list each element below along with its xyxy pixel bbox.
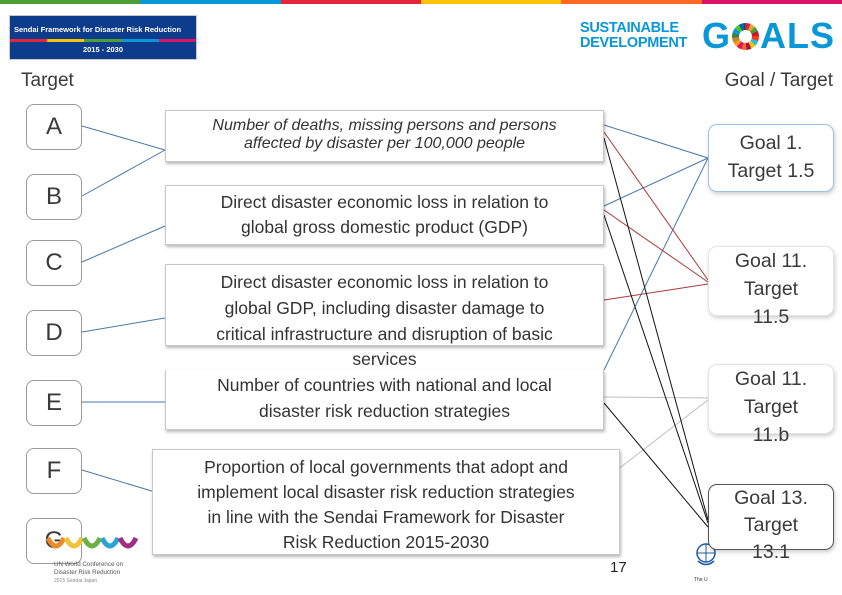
goal-1-target-1-5 [708, 124, 834, 192]
link-ind2-goal11-5 [604, 210, 708, 282]
goal-11-b-line-2: Target [743, 396, 799, 418]
connector-c [82, 226, 165, 262]
link-ind4-goal1 [604, 158, 708, 370]
page-number: 17 [610, 559, 627, 576]
target-c: C [26, 240, 82, 286]
indicator-c-line-2: global GDP, including disaster damage to [224, 298, 545, 318]
indicator-a-line-1: Number of deaths, missing persons and persons [212, 117, 557, 134]
indicator-c-line-4: services [352, 349, 417, 369]
goal-11-5-line-2: Target [743, 278, 799, 300]
indicator-b [165, 185, 604, 245]
target-a: A [26, 104, 82, 150]
link-ind1-goal11-5 [604, 132, 708, 280]
goal-11-b-line-3: 11.b [752, 424, 790, 446]
goal-11-target-11-5 [708, 246, 834, 328]
goal-13-line-2: Target [743, 514, 799, 536]
sendai-logo-title: Sendai Framework for Disaster Risk Reduction [14, 25, 182, 34]
goal-1-line-1: Goal 1. [739, 132, 803, 154]
conference-logo-line-2: Disaster Risk Reduction [54, 569, 121, 576]
sdg-logo-letters-als: ALS [760, 15, 836, 56]
sdg-logo-word-development: DEVELOPMENT [580, 35, 688, 51]
indicator-d-line-1: Number of countries with national and local [217, 375, 552, 395]
goal-column-header: Goal / Target [724, 70, 833, 91]
un-emblem-caption: The U [694, 577, 708, 583]
target-b: B [26, 174, 82, 220]
sendai-logo-years: 2015 - 2030 [82, 45, 124, 54]
target-f: F [26, 448, 82, 494]
goal-13-target-13-1 [708, 484, 834, 563]
goal-13-line-1: Goal 13. [734, 487, 808, 509]
link-ind2-goal1 [604, 158, 708, 206]
link-ind3-goal11-5 [604, 284, 708, 300]
goal-13-line-3: 13.1 [752, 541, 790, 563]
link-ind4-goal11-b [604, 397, 708, 398]
sdg-logo-letter-g: G [702, 15, 732, 56]
goal-1-line-2: Target 1.5 [727, 160, 815, 182]
target-e: E [26, 380, 82, 426]
indicator-e-line-3: in line with the Sendai Framework for Disaster [207, 507, 565, 527]
target-connectors [82, 126, 165, 495]
indicator-b-line-2: global gross domestic product (GDP) [241, 217, 528, 237]
indicator-b-line-1: Direct disaster economic loss in relation to [220, 192, 549, 212]
goal-11-target-11-b [708, 364, 834, 446]
indicator-a-line-2: affected by disaster per 100,000 people [243, 135, 526, 152]
connector-a [82, 126, 165, 150]
indicator-d [165, 370, 604, 430]
indicator-a [165, 110, 604, 162]
conference-logo-line-3: 2015 Sendai Japan [54, 578, 98, 584]
indicator-e-line-2: implement local disaster risk reduction strategies [197, 482, 575, 502]
indicator-e-line-1: Proportion of local governments that adopt and [204, 457, 568, 477]
link-ind1-goal1 [604, 125, 708, 158]
indicator-e [152, 449, 620, 555]
goal-11-5-line-1: Goal 11. [734, 250, 808, 272]
target-g: G [26, 518, 82, 564]
goal-11-b-line-1: Goal 11. [734, 368, 808, 390]
goal-11-5-line-3: 11.5 [752, 306, 790, 328]
connector-b [82, 150, 165, 196]
indicator-e-line-4: Risk Reduction 2015-2030 [282, 532, 490, 552]
indicator-c [165, 264, 604, 369]
conference-logo-line-1: UN World Conference on [54, 561, 124, 568]
target-column-header: Target [21, 70, 74, 91]
indicator-c-line-1: Direct disaster economic loss in relation to [220, 272, 549, 292]
target-d: D [26, 310, 82, 356]
indicator-d-line-2: disaster risk reduction strategies [259, 401, 510, 421]
connector-d [82, 318, 165, 332]
indicator-c-line-3: critical infrastructure and disruption of basic [216, 324, 553, 344]
sdg-logo-word-sustainable: SUSTAINABLE [580, 20, 679, 36]
